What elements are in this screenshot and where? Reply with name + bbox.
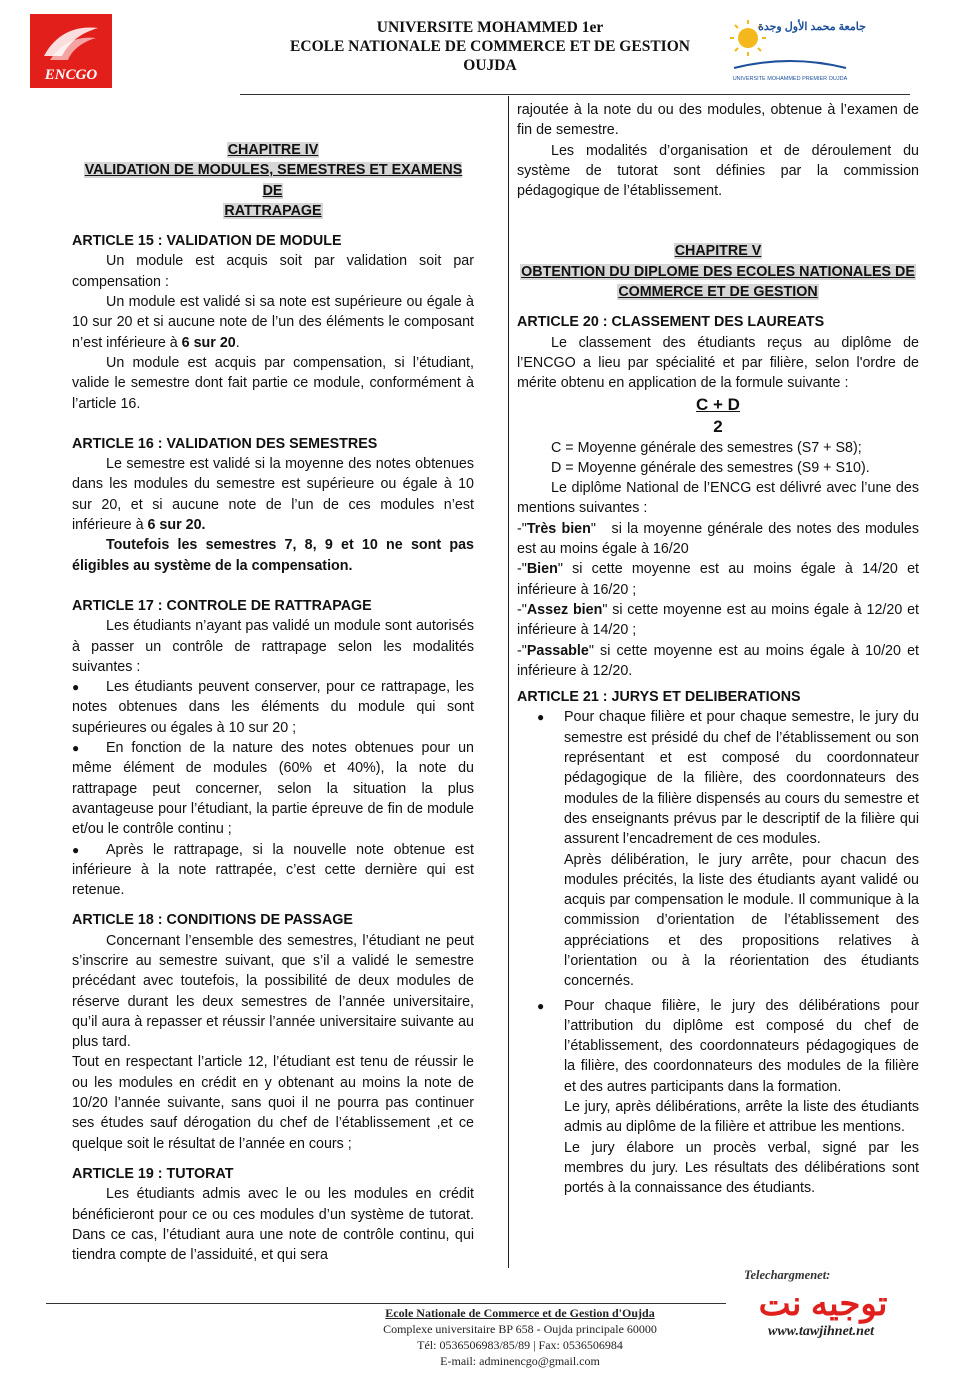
article-19-title: ARTICLE 19 : TUTORAT (72, 1165, 234, 1182)
article-18-para-2: Tout en respectant l’article 12, l’étudiant est tenu de réussir le ou les modules en crédit en y obtenant au moins la note de 10/20 l’année suivante, sans quoi il ne pourra pas continuer ses études sauf dérogation du chef de l’établissement ,et ce quelque soit le résultat de l’année en cours ; (72, 1054, 474, 1152)
article-17-bullet-1-text: Les étudiants peuvent conserver, pour ce rattrapage, les notes obtenues dans les éléments du module qui sont supérieures ou égales à 10 sur 20 ; (72, 679, 474, 736)
chapter-v-title-line1: OBTENTION DU DIPLOME DES ECOLES NATIONALES DE (521, 263, 915, 280)
university-logo-arabic: جامعة محمد الأول وجدة (758, 21, 866, 33)
article-19-continued-para-2: Les modalités d’organisation et de déroulement du système de tutorat sont définies par la commission pédagogique de l’établissement. (517, 142, 919, 200)
article-17-bullet-2 (72, 738, 474, 839)
footer-divider (46, 1303, 726, 1304)
encgo-swoosh-icon (40, 22, 102, 64)
article-17-bullet-1 (72, 677, 474, 738)
chapter-v-title-line2: COMMERCE ET DE GESTION (618, 284, 818, 301)
page-footer (260, 1305, 780, 1369)
bullet-icon: ● (72, 741, 80, 756)
footer-school-name: Ecole Nationale de Commerce et de Gestion d'Oujda (385, 1306, 655, 1320)
article-17-bullet-2-text: En fonction de la nature des notes obtenues pour un même élément de modules (60% et 40%), la note du rattrapage peut concerner, selon la situation la plus avantageuse pour l’étudiant, la partie épreuve de fin de module et/ou le contrôle continu ; (72, 740, 474, 838)
article-20-para-2: Le diplôme National de l’ENCG est délivré avec l’une des mentions suivantes : (517, 480, 919, 517)
article-19-para-1: Les étudiants admis avec le ou les modules en crédit bénéficieront pour ce ou ces modules d’un système de tutorat. Dans ce cas, l’étudiant aura une note de contrôle continu, qui tiendra compte de l’assiduité, et qui sera (72, 1186, 474, 1264)
article-16-para-1-text: Le semestre est validé si la moyenne des notes obtenues dans les modules du semestre est supérieure ou égale à 10 sur 20, et si aucune note de l’un de ces modules n’est inférieure à (72, 456, 474, 534)
article-17-title: ARTICLE 17 : CONTROLE DE RATTRAPAGE (72, 597, 372, 614)
watermark-arabic: توجيه نت (758, 1285, 888, 1323)
chapter-iv-title-line1: VALIDATION DE MODULES, SEMESTRES ET EXAMENS DE (84, 162, 463, 199)
article-17-bullet-3 (72, 840, 474, 901)
footer-email[interactable]: E-mail: adminencgo@gmail.com (440, 1354, 600, 1368)
university-name: UNIVERSITE MOHAMMED 1er (376, 19, 604, 36)
mention-passable-text: si cette moyenne est au moins égale à 10/20 et inférieure à 12/20. (517, 642, 919, 679)
formula-numerator: C + D (696, 394, 740, 414)
chapter-iv-title-line2: RATTRAPAGE (224, 202, 322, 219)
city-name: OUJDA (463, 57, 517, 74)
article-17-bullet-3-text: Après le rattrapage, si la nouvelle note obtenue est inférieure à la note rattrapée, c’est cette dernière qui est retenue. (72, 841, 474, 899)
article-21-bullet-1-para-2: Après délibération, le jury arrête, pour chacun des modules précités, la liste des étudiants ayant validé ou acquis par compensation le module. Il communique à la commission d’orientation de l’établissement des appréciations et des propositions relatives à l’orientation ou à la réorientation des étudiants concernés. (564, 851, 919, 990)
article-21-bullet-1-para-1: Pour chaque filière et pour chaque semestre, le jury du semestre est présidé du chef de l’établissement ou son représentant et est composé du coordonnateur pédagogique de la filière, des coordonnateurs des modules de la filière dispensés au cours du semestre et des enseignants prévus par le descriptif de la filière qui assurent l’encadrement de ces modules. (564, 709, 919, 848)
mention-tres-bien-name: Très bien (526, 520, 591, 537)
bullet-icon: ● (72, 680, 80, 695)
footer-phone-fax: Tél: 0536506983/85/89 | Fax: 0536506984 (417, 1338, 623, 1352)
article-16-para-2: Toutefois les semestres 7, 8, 9 et 10 ne sont pas éligibles au système de la compensation. (72, 537, 474, 574)
mention-bien: -"Bien" si cette moyenne est au moins égale à 14/20 et inférieure à 16/20 ; (517, 561, 919, 598)
article-21-bullet-2-para-3: Le jury élabore un procès verbal, signé par les membres du jury. Les résultats des délibérations sont portés à la connaissance des étudiants. (564, 1139, 919, 1197)
mention-bien-name: Bien (526, 561, 558, 578)
mention-assez-bien-name: Assez bien (526, 601, 603, 618)
article-18-title: ARTICLE 18 : CONDITIONS DE PASSAGE (72, 912, 353, 929)
encgo-logo (30, 14, 112, 88)
watermark-url[interactable]: www.tawjihnet.net (768, 1324, 875, 1339)
article-16-para-1 (72, 454, 474, 535)
article-21-bullet-2-para-2: Le jury, après délibérations, arrête la liste des étudiants admis au diplôme de la filière et attribue les mentions. (564, 1099, 919, 1136)
article-21-bullet-2 (517, 996, 919, 1199)
mention-passable: -"Passable" si cette moyenne est au moins égale à 10/20 et inférieure à 12/20. (517, 642, 919, 679)
footer-address: Complexe universitaire BP 658 - Oujda principale 60000 (383, 1322, 657, 1336)
article-21-title: ARTICLE 21 : JURYS ET DELIBERATIONS (517, 689, 801, 706)
university-logo-latin: UNIVERSITE MOHAMMED PREMIER OUJDA (732, 76, 848, 82)
left-column (72, 100, 474, 1265)
bullet-icon: ● (537, 998, 545, 1013)
definition-d: D = Moyenne générale des semestres (S9 + S10). (551, 459, 870, 476)
right-column (517, 100, 923, 1199)
encgo-logo-text: ENCGO (44, 67, 98, 83)
article-15-title: ARTICLE 15 : VALIDATION DE MODULE (72, 233, 342, 250)
article-15-para-2-text: Un module est validé si sa note est supérieure ou égale à 10 sur 20 et si aucune note de l’un des éléments le composant n’est inférieure à (72, 294, 474, 351)
article-21-bullet-2-para-1: Pour chaque filière, le jury des délibérations pour l’attribution du diplôme est composé du chef de l’établissement, des coordonnateurs pédagogiques de la filière, des coordonnateurs des modules de la filière et des autres participants dans la formation. (564, 997, 919, 1095)
article-15-para-2-bold: 6 sur 20 (181, 334, 236, 351)
article-19-continued-para-1: rajoutée à la note du ou des modules, obtenue à l’examen de fin de semestre. (517, 102, 919, 139)
chapter-v-title (517, 262, 919, 303)
article-15-para-1: Un module est acquis soit par validation soit par compensation : (72, 253, 474, 290)
definition-c: C = Moyenne générale des semestres (S7 + S8); (551, 439, 862, 456)
chapter-v-heading (517, 241, 919, 261)
bullet-icon: ● (72, 842, 80, 857)
column-divider (508, 96, 509, 1268)
formula-denominator: 2 (713, 416, 723, 436)
bullet-icon: ● (537, 710, 545, 725)
chapter-iv-title (72, 160, 474, 221)
article-20-title: ARTICLE 20 : CLASSEMENT DES LAUREATS (517, 314, 825, 331)
chapter-v-label: CHAPITRE V (674, 243, 762, 260)
chapter-iv-heading (72, 140, 474, 160)
watermark-label: Telechargmenet: (744, 1268, 831, 1282)
article-17-para-1: Les étudiants n’ayant pas validé un module sont autorisés à passer un contrôle de rattrapage selon les modalités suivantes : (72, 618, 474, 675)
mention-passable-name: Passable (526, 642, 589, 659)
article-15-para-2: Un module est validé si sa note est supérieure ou égale à 10 sur 20 et si aucune note de l’un des éléments le composant n’est inférieure à 6 sur 20. (72, 294, 474, 351)
header-divider (240, 94, 910, 95)
mention-assez-bien-text: si cette moyenne est au moins égale à 12/20 et inférieure à 14/20 ; (517, 601, 919, 639)
university-logo (730, 14, 866, 84)
mention-bien-text: si cette moyenne est au moins égale à 14/20 et inférieure à 16/20 ; (517, 561, 919, 598)
article-16-title: ARTICLE 16 : VALIDATION DES SEMESTRES (72, 435, 378, 452)
chapter-iv-label: CHAPITRE IV (227, 142, 319, 158)
article-16-para-1-bold: 6 sur 20. (147, 517, 206, 534)
mention-tres-bien-text: si la moyenne générale des notes des modules est au moins égale à 16/20 (517, 520, 923, 558)
mention-assez-bien: -"Assez bien" si cette moyenne est au moins égale à 12/20 et inférieure à 14/20 ; (517, 601, 919, 639)
article-18-para-1: Concernant l’ensemble des semestres, l’étudiant ne peut s’inscrire au semestre suivant, que s’il a validé le semestre précédant avec toutefois, la possibilité de deux modules de réserve durant les deux semestres de l’année universitaire, qu’il aura à repasser et réussir l’année universitaire suivante au plus tard. (72, 932, 474, 1051)
institution-title (240, 18, 740, 75)
ranking-formula (517, 394, 919, 438)
mention-tres-bien: -"Très bien" si la moyenne générale des notes des modules est au moins égale à 16/20 (517, 520, 923, 558)
page-header (0, 0, 980, 96)
school-name: ECOLE NATIONALE DE COMMERCE ET DE GESTION (290, 38, 690, 55)
article-20-para-1: Le classement des étudiants reçus au diplôme de l’ENCGO a lieu par spécialité et par filière, selon l'ordre de mérite obtenu en application de la formule suivante : (517, 334, 919, 392)
article-21-bullet-1 (517, 707, 919, 991)
article-15-para-3: Un module est acquis par compensation, si l’étudiant, valide le semestre dont fait partie ce module, conformément à l’article 16. (72, 354, 474, 412)
